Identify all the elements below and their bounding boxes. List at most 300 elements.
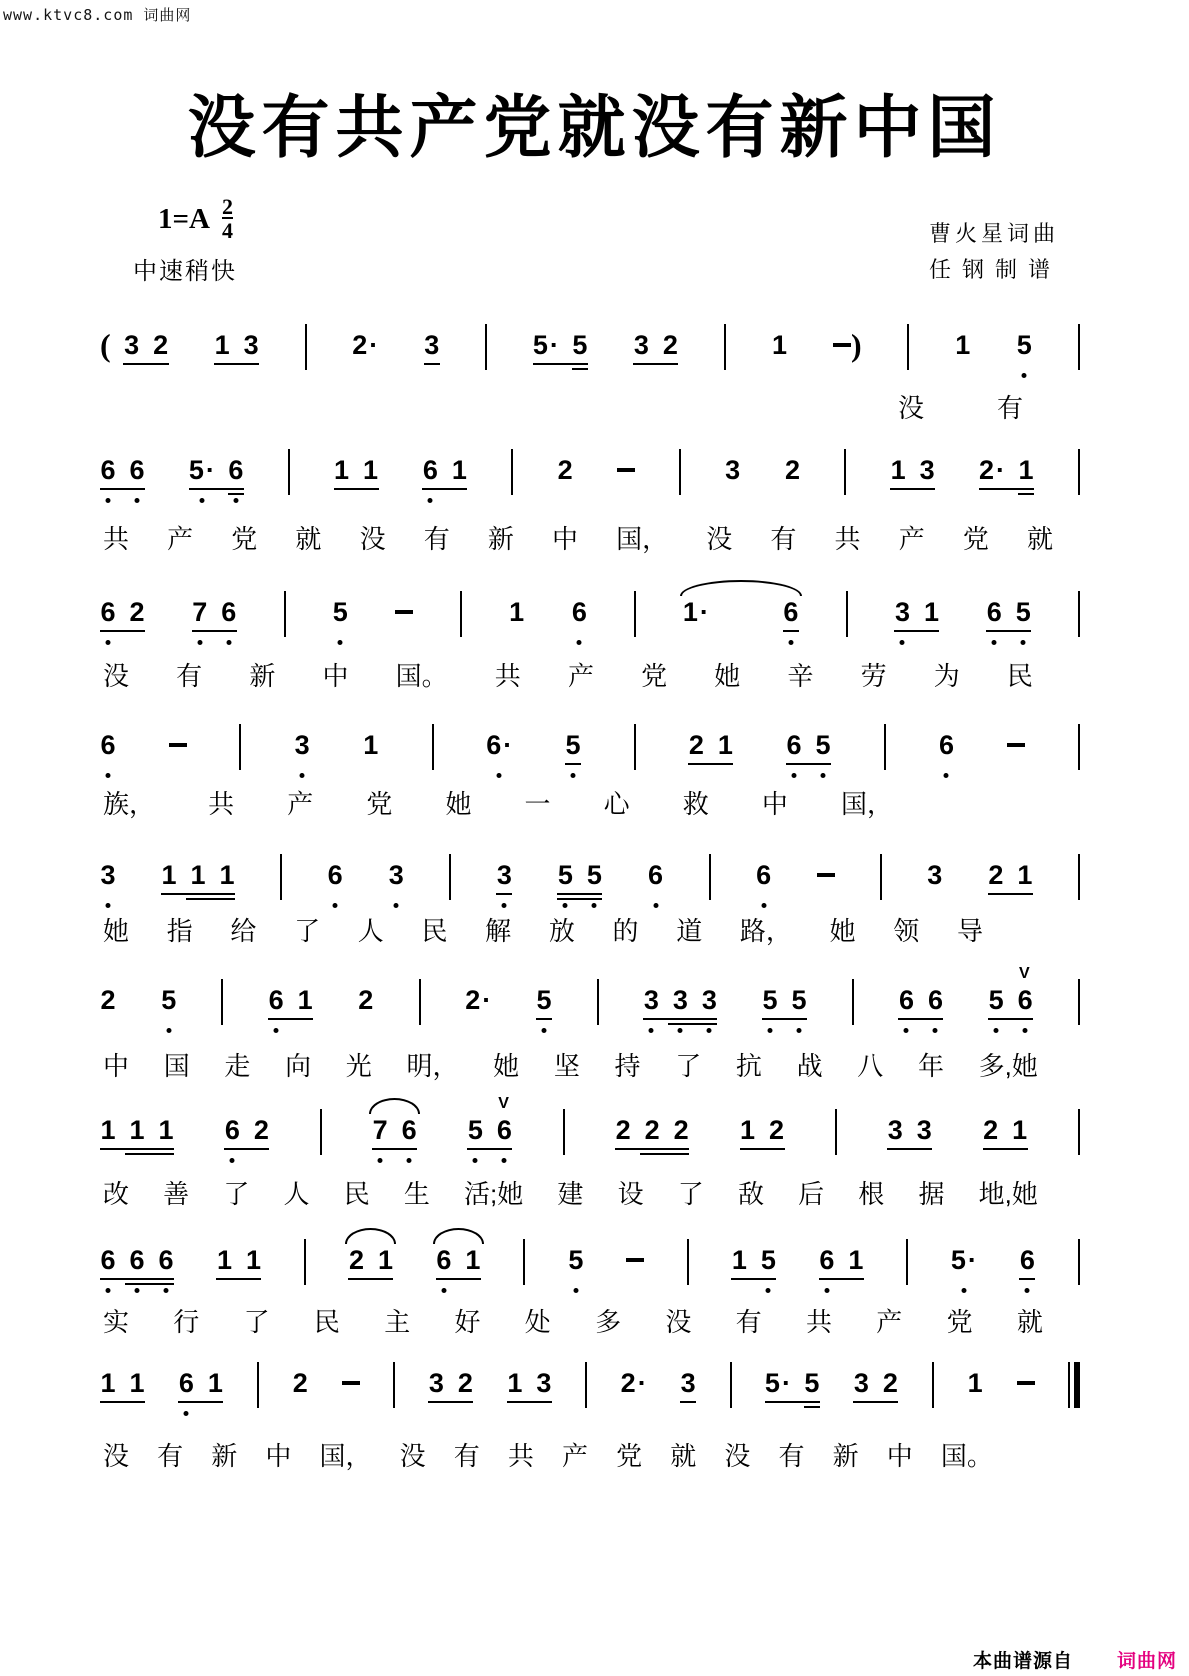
- lyric-syllable: 没: [103, 661, 130, 691]
- note-digit: 3: [701, 985, 717, 1015]
- note-digit: 6: [221, 597, 237, 627]
- note-group: [467, 1095, 512, 1145]
- lyrics-line-2: [103, 523, 1053, 555]
- jianpu-note: [100, 455, 116, 485]
- lyric-syllable: 八: [857, 1051, 884, 1081]
- lyric-syllable: 敌: [737, 1179, 764, 1209]
- note-digit: 6: [1017, 985, 1033, 1015]
- note-group: [765, 1368, 820, 1398]
- note-digit: 5: [791, 985, 807, 1015]
- note-group: [643, 985, 717, 1015]
- beam-line: [986, 630, 1031, 632]
- jianpu-note: [129, 455, 145, 485]
- beam-line: [762, 1018, 807, 1020]
- note-group: [786, 730, 831, 760]
- lyric-syllable: 没: [359, 524, 386, 554]
- note-digit: 5: [764, 1368, 780, 1398]
- barline: [221, 979, 223, 1025]
- breath-mark-icon: V: [1019, 965, 1030, 982]
- lyric-syllable: 共: [103, 524, 130, 554]
- note-digit: 1: [923, 597, 939, 627]
- note-group: [100, 1245, 174, 1275]
- note-group: [161, 860, 235, 890]
- note-group: [100, 597, 145, 627]
- barline: [597, 979, 599, 1025]
- note-group: [890, 455, 935, 485]
- beam-line: [740, 1148, 785, 1150]
- lyric-syllable: 战: [796, 1051, 823, 1081]
- barline: [634, 724, 636, 770]
- note-digit: 5: [161, 985, 177, 1015]
- jianpu-note: [717, 730, 733, 760]
- lyric-syllable: 有: [735, 1307, 762, 1337]
- note-digit: 2: [662, 330, 678, 360]
- note-digit: 6: [647, 860, 664, 890]
- low-octave-dot: [961, 1288, 966, 1293]
- jianpu-note: [422, 455, 438, 485]
- lyric-syllable: 后: [798, 1179, 825, 1209]
- note-digit: 6: [129, 455, 145, 485]
- jianpu-note: [967, 1368, 983, 1398]
- low-octave-dot: [274, 1028, 279, 1033]
- jianpu-note: [1019, 1245, 1035, 1275]
- beam-line: [557, 893, 602, 895]
- beam-line: [731, 1278, 776, 1280]
- barline: [634, 591, 636, 637]
- sixteenth-underline: [804, 1406, 820, 1408]
- note-digit: 1: [451, 455, 467, 485]
- jianpu-note: [224, 1115, 240, 1145]
- lyrics-line-5: [103, 915, 983, 947]
- beam-line: [898, 1018, 943, 1020]
- jianpu-note: [673, 1115, 689, 1145]
- note-digit: 2: [882, 1368, 898, 1398]
- note-group: [983, 1115, 1028, 1145]
- lyric-syllable: 有: [770, 524, 797, 554]
- jianpu-note: [621, 1368, 647, 1398]
- note-digit: 1: [129, 1368, 145, 1398]
- jianpu-note: [848, 1245, 864, 1275]
- note-group: [100, 455, 145, 485]
- note-digit: 2: [988, 860, 1004, 890]
- barline: [511, 449, 513, 495]
- jianpu-note: [725, 455, 741, 485]
- note-digit: 5: [557, 860, 573, 890]
- lyric-syllable: 给: [230, 916, 257, 946]
- lyric-syllable: 有: [778, 1441, 805, 1471]
- lyrics-line-7: [103, 1178, 1038, 1210]
- note-digit: 1: [207, 1368, 223, 1398]
- jianpu-note: [268, 985, 284, 1015]
- note-digit: 3: [388, 860, 404, 890]
- jianpu-note: [791, 985, 807, 1015]
- low-octave-dot: [230, 1158, 235, 1163]
- low-octave-dot: [166, 1028, 171, 1033]
- augmentation-dot: ·: [482, 985, 492, 1015]
- jianpu-note: [988, 985, 1004, 1015]
- low-octave-dot: [338, 640, 343, 645]
- note-digit: 2: [253, 1115, 269, 1145]
- beam-line: [887, 1148, 932, 1150]
- low-octave-dot: [197, 640, 202, 645]
- lyric-syllable: 多,她: [978, 1051, 1038, 1081]
- lyric-syllable: 党: [231, 524, 258, 554]
- barline: [906, 1239, 908, 1285]
- beam-line: [192, 630, 237, 632]
- lyric-syllable: 族，: [103, 789, 156, 819]
- note-digit: 3: [672, 985, 688, 1015]
- note-digit: 2: [979, 455, 995, 485]
- note-digit: 2: [983, 1115, 999, 1145]
- jianpu-note: [772, 330, 788, 360]
- jianpu-note: [887, 1115, 903, 1145]
- low-octave-dot: [333, 903, 338, 908]
- jianpu-note: [243, 330, 259, 360]
- jianpu-note: [882, 1368, 898, 1398]
- beam-line: [268, 1018, 313, 1020]
- lyric-syllable: 了: [243, 1307, 270, 1337]
- jianpu-note: [153, 330, 169, 360]
- jianpu-note: [358, 985, 374, 1015]
- beam-line: [372, 1148, 417, 1150]
- jianpu-note: [923, 597, 939, 627]
- note-digit: 2: [457, 1368, 473, 1398]
- key-tonic: 1=A: [158, 203, 210, 235]
- lyric-syllable: 生: [403, 1179, 430, 1209]
- lyric-syllable: 有: [176, 661, 203, 691]
- lyric-syllable: 有: [423, 524, 450, 554]
- jianpu-note: [214, 330, 230, 360]
- jianpu-note: [207, 1368, 223, 1398]
- lyric-syllable: 设: [617, 1179, 644, 1209]
- beam-line: [765, 1401, 820, 1403]
- note-group: [189, 455, 244, 485]
- note-digit: 5: [586, 860, 602, 890]
- lyric-syllable: 民: [421, 916, 448, 946]
- half-note-dash: [169, 730, 187, 760]
- note-digit: 6: [422, 455, 438, 485]
- sixteenth-underline: [572, 368, 588, 370]
- dash-line: [617, 468, 635, 472]
- low-octave-dot: [824, 1288, 829, 1293]
- note-group: [216, 1245, 261, 1275]
- jianpu-note: [927, 985, 943, 1015]
- jianpu-note: [533, 330, 559, 360]
- note-digit: 1: [245, 1245, 261, 1275]
- barline: [460, 591, 462, 637]
- music-system-7: [100, 1095, 1080, 1167]
- beam-line: [186, 898, 235, 900]
- lyric-syllable: 新: [832, 1441, 859, 1471]
- lyric-syllable: 坚: [553, 1051, 580, 1081]
- lyric-syllable: 没: [665, 1307, 692, 1337]
- jianpu-note: [451, 455, 467, 485]
- lyric-syllable: 就: [1016, 1307, 1043, 1337]
- jianpu-note: [662, 330, 678, 360]
- jianpu-note: [731, 1245, 747, 1275]
- note-digit: 1: [334, 455, 350, 485]
- jianpu-note: [927, 860, 943, 890]
- breath-mark-icon: V: [498, 1095, 509, 1112]
- jianpu-note: [784, 455, 800, 485]
- jianpu-note: [158, 1115, 174, 1145]
- lyric-syllable: 光: [345, 1051, 372, 1081]
- note-digit: 5: [762, 985, 778, 1015]
- note-digit: 2: [688, 730, 704, 760]
- lyric-syllable: 人: [357, 916, 384, 946]
- jianpu-note: [100, 730, 116, 760]
- note-digit: 3: [424, 330, 440, 360]
- jianpu-note: [536, 985, 552, 1015]
- lyric-syllable: 就: [295, 524, 322, 554]
- augmentation-dot: ·: [996, 455, 1006, 485]
- lyric-syllable: 建: [557, 1179, 584, 1209]
- note-group: [853, 1368, 898, 1398]
- lyric-syllable: 没: [706, 524, 733, 554]
- slur-arc: [680, 580, 802, 596]
- barline: [585, 1362, 587, 1408]
- low-octave-dot: [497, 773, 502, 778]
- lyric-syllable: 新: [249, 661, 276, 691]
- note-digit: 3: [496, 860, 512, 890]
- note-digit: 6: [783, 597, 799, 627]
- jianpu-note: [189, 455, 215, 485]
- beam-line: [988, 1018, 1033, 1020]
- low-octave-dot: [933, 1028, 938, 1033]
- beam-line: [348, 1278, 393, 1280]
- beam-line: [100, 1401, 145, 1403]
- final-barline: [1068, 1362, 1080, 1408]
- beam-line: [123, 363, 169, 365]
- note-digit: 2: [673, 1115, 689, 1145]
- footer-source-label: 本曲谱源自: [973, 1651, 1074, 1672]
- note-group: [334, 455, 379, 485]
- jianpu-note: [680, 1368, 696, 1398]
- barline: [1078, 591, 1080, 637]
- low-octave-dot: [106, 640, 111, 645]
- barline: [880, 854, 882, 900]
- lyric-syllable: 党: [366, 789, 393, 819]
- note-digit: 1: [377, 1245, 393, 1275]
- note-digit: 2: [352, 330, 368, 360]
- beam-line: [979, 488, 1034, 490]
- note-digit: 3: [633, 330, 649, 360]
- low-octave-dot: [592, 903, 597, 908]
- note-digit: 6: [401, 1115, 417, 1145]
- lyric-syllable: 有: [996, 393, 1023, 423]
- jianpu-note: [756, 860, 772, 890]
- note-digit: 5: [332, 597, 348, 627]
- beam-line: [428, 1401, 473, 1403]
- dash-line: [342, 1381, 360, 1385]
- jianpu-note: [100, 597, 116, 627]
- half-note-dash: [395, 597, 413, 627]
- low-octave-dot: [1023, 1028, 1028, 1033]
- jianpu-note: [683, 597, 709, 627]
- jianpu-note: [129, 1368, 145, 1398]
- lyric-syllable: 新: [487, 524, 514, 554]
- note-digit: 3: [643, 985, 659, 1015]
- jianpu-note: [327, 860, 343, 890]
- low-octave-dot: [106, 1288, 111, 1293]
- eighth-underline: [1019, 1278, 1035, 1280]
- note-group: [819, 1245, 864, 1275]
- low-octave-dot: [766, 1288, 771, 1293]
- music-system-8: [100, 1245, 1080, 1297]
- lyric-syllable: 她: [445, 789, 472, 819]
- beam-line: [615, 1148, 689, 1150]
- lyric-syllable: 就: [670, 1441, 697, 1471]
- barline: [844, 449, 846, 495]
- note-digit: 1: [216, 1245, 232, 1275]
- note-digit: 1: [158, 1115, 174, 1145]
- jianpu-note: [228, 455, 244, 485]
- eighth-underline: [496, 893, 512, 895]
- lyric-syllable: 处: [524, 1307, 551, 1337]
- jianpu-note: [572, 330, 588, 360]
- note-group: [100, 327, 169, 363]
- lyric-syllable: 领: [893, 916, 920, 946]
- barline: [284, 591, 286, 637]
- jianpu-note: [916, 1115, 932, 1145]
- lyric-syllable: 中: [103, 1051, 130, 1081]
- eighth-underline: [565, 763, 581, 765]
- augmentation-dot: ·: [637, 1368, 647, 1398]
- jianpu-note: [648, 860, 664, 890]
- beam-line: [224, 1148, 269, 1150]
- lyric-syllable: 党: [946, 1307, 973, 1337]
- note-digit: 5: [572, 330, 588, 360]
- low-octave-dot: [573, 1288, 578, 1293]
- barline: [257, 1362, 259, 1408]
- note-digit: 1: [129, 1115, 145, 1145]
- lyric-syllable: 没: [724, 1441, 751, 1471]
- lyric-syllable: 没: [399, 1441, 426, 1471]
- jianpu-note: [377, 1245, 393, 1275]
- lyric-syllable: 产: [287, 789, 314, 819]
- lyric-syllable: 指: [166, 916, 193, 946]
- low-octave-dot: [994, 1028, 999, 1033]
- lyric-syllable: 产: [898, 524, 925, 554]
- beam-line: [125, 1283, 174, 1285]
- lyric-syllable: 了: [223, 1179, 250, 1209]
- note-digit: 5: [988, 985, 1004, 1015]
- jianpu-note: [740, 1115, 756, 1145]
- note-digit: 2: [769, 1115, 785, 1145]
- note-group: [633, 330, 678, 360]
- barline: [1078, 1109, 1080, 1155]
- note-digit: 5: [467, 1115, 483, 1145]
- note-digit: 1: [297, 985, 313, 1015]
- lyric-syllable: 中: [551, 524, 578, 554]
- dash-line: [395, 610, 413, 614]
- beam-line: [100, 630, 145, 632]
- jianpu-note: [158, 1245, 174, 1275]
- note-digit: 2: [465, 985, 481, 1015]
- slur-arc: [369, 1098, 420, 1114]
- lyric-syllable: 了: [677, 1179, 704, 1209]
- low-octave-dot: [768, 1028, 773, 1033]
- note-group: [100, 1368, 145, 1398]
- jianpu-note: [762, 985, 778, 1015]
- lyrics-line-8: [103, 1306, 1043, 1338]
- low-octave-dot: [761, 903, 766, 908]
- lyric-syllable: 国。: [395, 661, 448, 691]
- note-digit: 6: [938, 730, 954, 760]
- jianpu-note: [292, 1368, 308, 1398]
- note-digit: 6: [1019, 1245, 1035, 1275]
- barline: [679, 449, 681, 495]
- low-octave-dot: [821, 773, 826, 778]
- note-digit: 1: [100, 1368, 116, 1398]
- augmentation-dot: ·: [967, 1245, 977, 1275]
- barline: [419, 979, 421, 1025]
- jianpu-note: [100, 985, 116, 1015]
- note-digit: 2: [292, 1368, 308, 1398]
- beam-line: [178, 1401, 223, 1403]
- low-octave-dot: [653, 903, 658, 908]
- barline: [280, 854, 282, 900]
- note-digit: 6: [819, 1245, 835, 1275]
- half-note-dash: [626, 1245, 644, 1275]
- beam-line: [422, 488, 467, 490]
- augmentation-dot: ·: [369, 330, 379, 360]
- lyric-syllable: 善: [163, 1179, 190, 1209]
- beam-line: [100, 1148, 174, 1150]
- jianpu-note: [401, 1115, 417, 1145]
- jianpu-note: [129, 1245, 145, 1275]
- beam-line: [643, 1018, 717, 1020]
- music-system-1: [100, 327, 1080, 382]
- barline: [1078, 979, 1080, 1025]
- jianpu-note: [100, 1245, 116, 1275]
- lyric-syllable: 她: [103, 916, 130, 946]
- lyric-syllable: 国。: [940, 1441, 993, 1471]
- beam-line: [853, 1401, 898, 1403]
- jianpu-note: [424, 330, 440, 360]
- barline: [724, 324, 726, 370]
- barline: [449, 854, 451, 900]
- barline: [393, 1362, 395, 1408]
- jianpu-note: [334, 455, 350, 485]
- jianpu-note: [760, 1245, 776, 1275]
- low-octave-dot: [788, 640, 793, 645]
- music-system-2: [100, 455, 1080, 507]
- lyrics-line-1: [898, 392, 1023, 424]
- note-group: [740, 1115, 785, 1145]
- jianpu-note: [633, 330, 649, 360]
- note-digit: 1: [363, 455, 379, 485]
- low-octave-dot: [106, 773, 111, 778]
- note-digit: 1: [955, 330, 971, 360]
- jianpu-note: [571, 597, 587, 627]
- note-digit: 7: [372, 1115, 388, 1145]
- augmentation-dot: ·: [205, 455, 215, 485]
- half-note-dash: [833, 327, 862, 363]
- low-octave-dot: [407, 1158, 412, 1163]
- beam-line: [688, 763, 733, 765]
- jianpu-note: [644, 1115, 660, 1145]
- note-digit: 3: [100, 860, 116, 890]
- lyric-syllable: 救: [682, 789, 709, 819]
- jianpu-note: [819, 1245, 835, 1275]
- lyric-syllable: 行: [173, 1307, 200, 1337]
- note-digit: 1: [509, 597, 525, 627]
- note-digit: 6: [100, 597, 116, 627]
- note-group: [988, 860, 1033, 890]
- note-digit: 2: [100, 985, 116, 1015]
- note-digit: 3: [725, 455, 741, 485]
